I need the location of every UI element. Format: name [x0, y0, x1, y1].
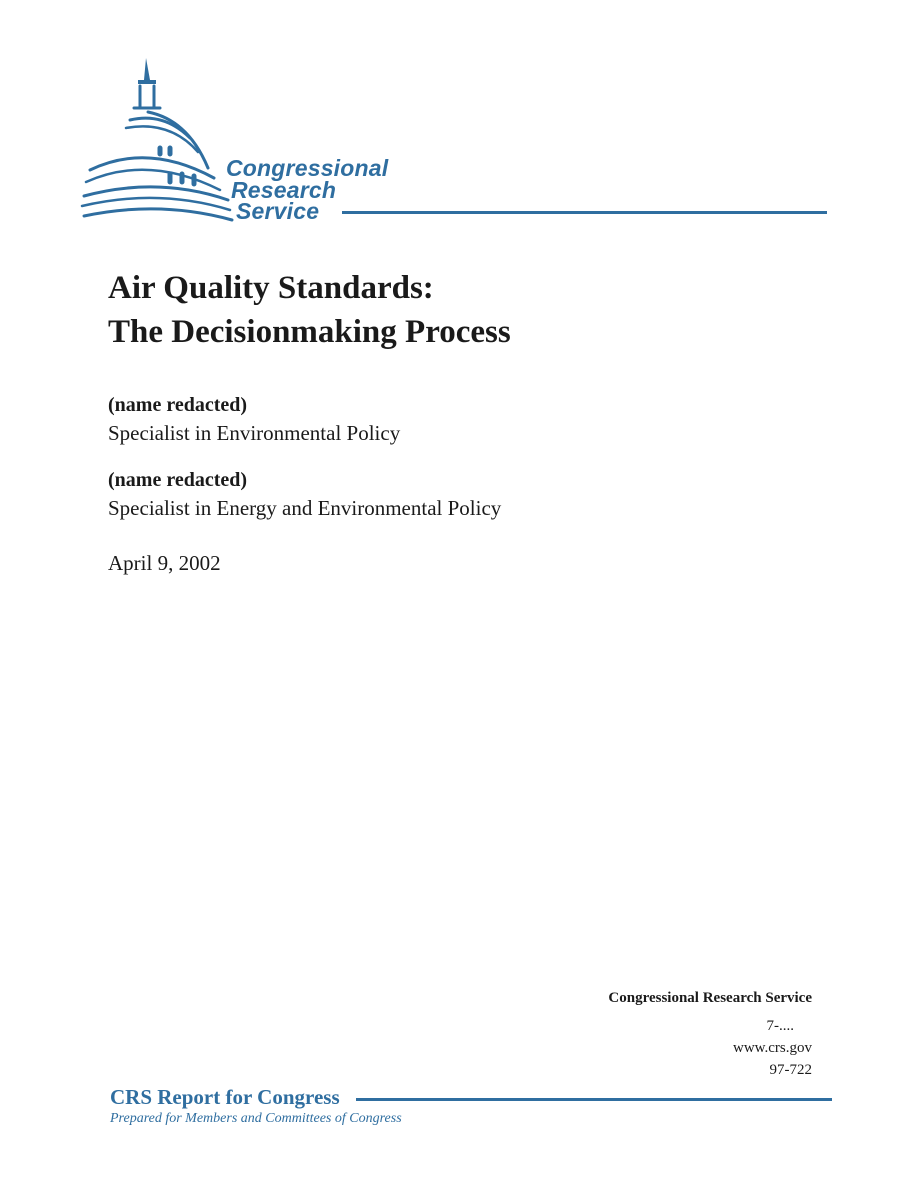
- document-title-line1: Air Quality Standards:: [108, 270, 434, 306]
- report-number: 97-722: [769, 1062, 812, 1078]
- author-1-name: (name redacted): [108, 394, 248, 416]
- author-1-role: Specialist in Environmental Policy: [108, 421, 401, 445]
- logo-word-service: Service: [236, 198, 320, 224]
- author-2-name: (name redacted): [108, 469, 248, 491]
- website-link[interactable]: www.crs.gov: [732, 1040, 812, 1056]
- document-title-line2: The Decisionmaking Process: [108, 314, 511, 350]
- footer-subtitle: Prepared for Members and Committees of Congress: [110, 1111, 402, 1126]
- author-2-role: Specialist in Energy and Environmental Policy: [108, 496, 502, 520]
- document-date: April 9, 2002: [108, 551, 221, 575]
- footer-rule: [356, 1098, 832, 1101]
- org-name: Congressional Research Service: [608, 990, 812, 1006]
- header-rule: [342, 211, 827, 214]
- logo-word-research: Research: [231, 177, 337, 203]
- logo-word-congressional: Congressional: [226, 155, 389, 181]
- footer-title: CRS Report for Congress: [110, 1085, 340, 1109]
- report-code: 7-....: [766, 1018, 794, 1034]
